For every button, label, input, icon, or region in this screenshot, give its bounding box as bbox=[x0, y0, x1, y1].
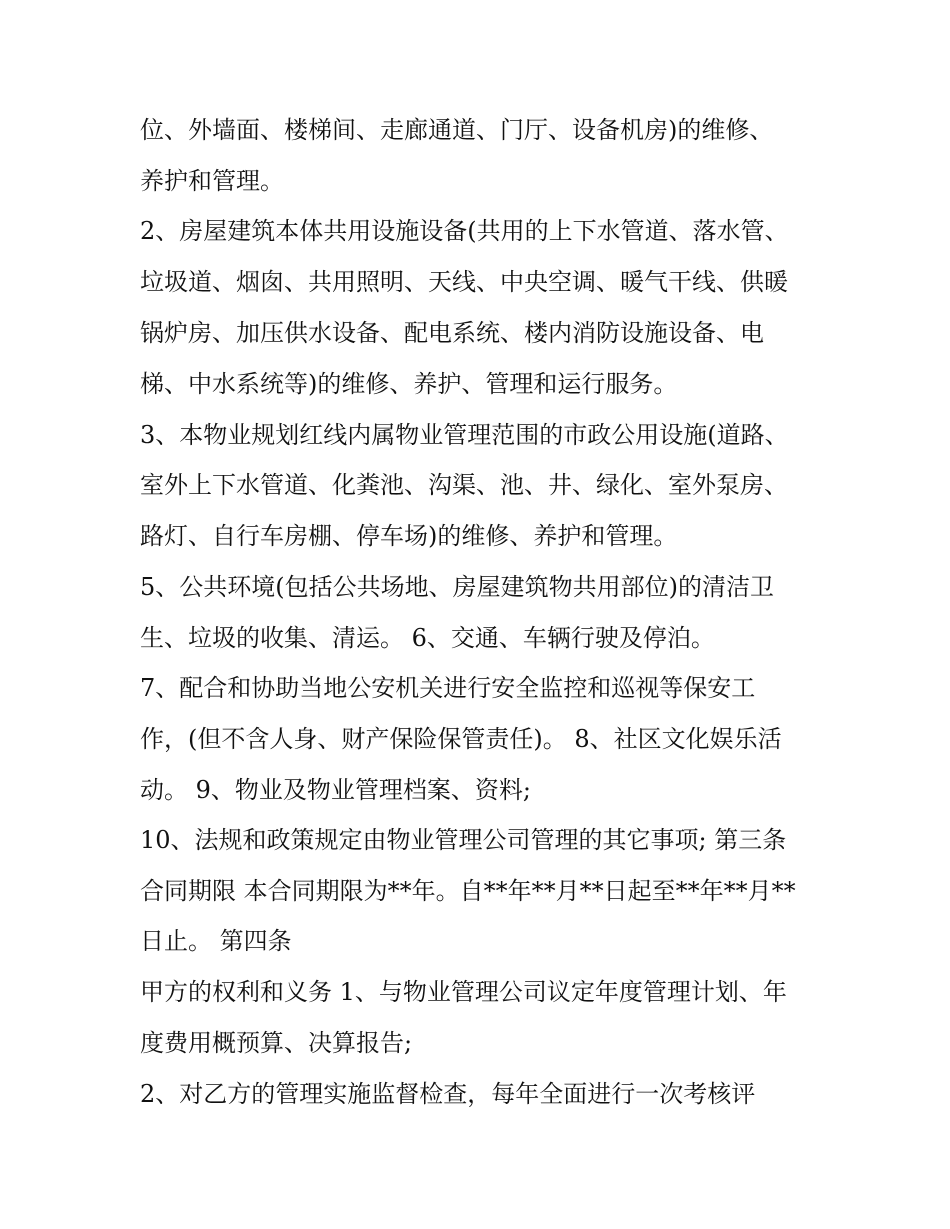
text-line: 室外上下水管道、化粪池、沟渠、池、井、绿化、室外泵房、 bbox=[140, 471, 788, 499]
text-line: 养护和管理。 bbox=[140, 167, 284, 195]
text-line: 合同期限 本合同期限为**年。自**年**月**日起至**年**月** bbox=[140, 877, 796, 905]
text-line: 生、垃圾的收集、清运。 6、交通、车辆行驶及停泊。 bbox=[140, 624, 715, 652]
text-line: 位、外墙面、楼梯间、走廊通道、门厅、设备机房)的维修、 bbox=[140, 116, 774, 144]
text-line: 锅炉房、加压供水设备、配电系统、楼内消防设施设备、电 bbox=[140, 319, 764, 347]
text-line: 梯、中水系统等)的维修、养护、管理和运行服务。 bbox=[140, 370, 678, 398]
text-line: 5、公共环境(包括公共场地、房屋建筑物共用部位)的清洁卫 bbox=[140, 573, 774, 601]
text-line: 3、本物业规划红线内属物业管理范围的市政公用设施(道路、 bbox=[140, 421, 789, 449]
text-line: 2、对乙方的管理实施监督检查，每年全面进行一次考核评 bbox=[140, 1080, 756, 1108]
text-line: 度费用概预算、决算报告; bbox=[140, 1029, 413, 1057]
text-line: 作，(但不含人身、财产保险保管责任)。 8、社区文化娱乐活 bbox=[140, 725, 782, 753]
text-line: 7、配合和协助当地公安机关进行安全监控和巡视等保安工 bbox=[140, 674, 756, 702]
text-line: 路灯、自行车房棚、停车场)的维修、养护和管理。 bbox=[140, 522, 678, 550]
text-line: 10、法规和政策规定由物业管理公司管理的其它事项; 第三条 bbox=[140, 826, 787, 854]
text-line: 垃圾道、烟囱、共用照明、天线、中央空调、暖气干线、供暖 bbox=[140, 268, 788, 296]
text-line: 2、房屋建筑本体共用设施设备(共用的上下水管道、落水管、 bbox=[140, 217, 789, 245]
text-line: 甲方的权利和义务 1、与物业管理公司议定年度管理计划、年 bbox=[140, 978, 787, 1006]
text-line: 日止。 第四条 bbox=[140, 927, 292, 955]
text-line: 动。 9、物业及物业管理档案、资料; bbox=[140, 776, 531, 804]
